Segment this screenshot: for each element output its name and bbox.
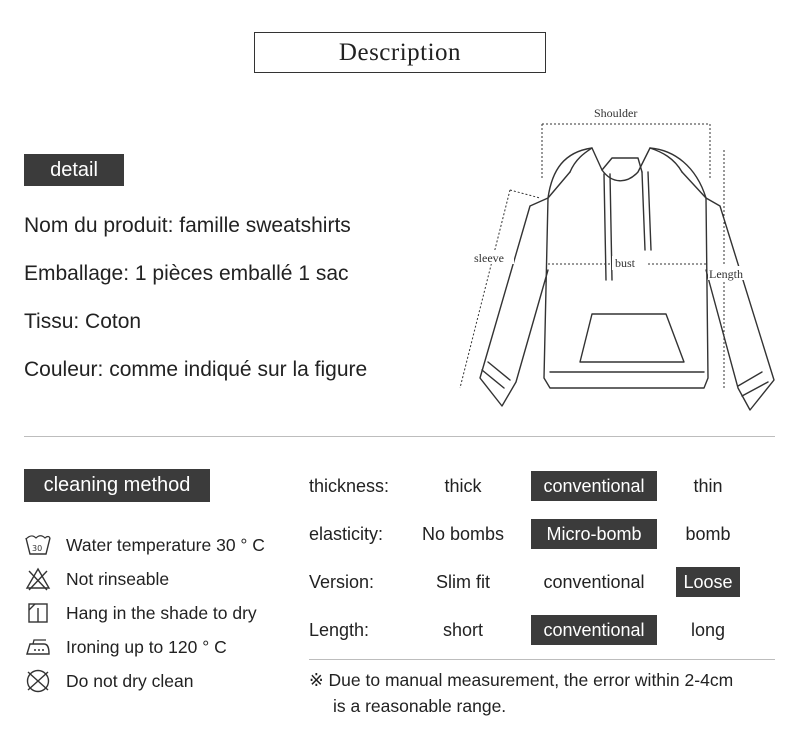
fabric-line: Tissu: Coton xyxy=(24,310,142,333)
detail-label: detail xyxy=(24,154,124,186)
care-item-dry-clean xyxy=(24,668,194,694)
page-title: Description xyxy=(254,32,546,73)
measurement-note-line1: ※ Due to manual measurement, the error within 2-4cm xyxy=(309,670,734,690)
spec-option-thin: thin xyxy=(693,475,723,496)
spec-label-length: Length: xyxy=(309,619,370,640)
cleaning-method-label: cleaning method xyxy=(24,469,210,502)
wash-30-icon xyxy=(24,532,52,558)
no-rinse-icon xyxy=(24,566,52,592)
bust-label: bust xyxy=(615,256,636,270)
measurement-note-line2: is a reasonable range. xyxy=(333,696,507,716)
spec-option-short: short xyxy=(442,619,484,640)
shade-dry-icon xyxy=(24,600,52,626)
length-label: Length xyxy=(709,267,743,281)
spec-option-no-bombs: No bombs xyxy=(421,523,505,544)
care-text-iron: Ironing up to 120 ° C xyxy=(66,636,227,657)
no-dry-clean-icon xyxy=(24,668,52,694)
spec-option-bomb: bomb xyxy=(685,523,731,544)
shoulder-label: Shoulder xyxy=(594,106,638,120)
packaging-line: Emballage: 1 pièces emballé 1 sac xyxy=(24,262,349,285)
note-divider xyxy=(309,659,775,660)
product-name-line: Nom du produit: famille sweatshirts xyxy=(24,214,351,237)
spec-option-long: long xyxy=(690,619,726,640)
spec-option-loose: Loose xyxy=(676,567,740,597)
care-item-wash xyxy=(24,532,265,558)
care-item-rinse xyxy=(24,566,170,592)
spec-option-slim-fit: Slim fit xyxy=(436,571,490,592)
spec-label-version: Version: xyxy=(309,571,375,592)
care-text-dry: Hang in the shade to dry xyxy=(66,602,257,623)
spec-label-elasticity: elasticity: xyxy=(309,523,384,544)
spec-option-conventional-version: conventional xyxy=(543,571,645,592)
color-line: Couleur: comme indiqué sur la figure xyxy=(24,358,368,381)
care-text-rinse: Not rinseable xyxy=(66,568,170,589)
spec-option-conventional-length: conventional xyxy=(531,615,657,645)
care-text-dry-clean: Do not dry clean xyxy=(66,670,194,691)
spec-label-thickness: thickness: xyxy=(309,475,390,496)
iron-icon xyxy=(24,634,52,660)
spec-option-micro-bomb: Micro-bomb xyxy=(531,519,657,549)
care-text-wash: Water temperature 30 ° C xyxy=(66,534,265,555)
hoodie-size-diagram xyxy=(452,100,782,415)
sleeve-label: sleeve xyxy=(474,251,504,265)
spec-option-conventional: conventional xyxy=(531,471,657,501)
spec-option-thick: thick xyxy=(444,475,482,496)
svg-text:30: 30 xyxy=(32,544,43,553)
care-item-dry xyxy=(24,600,257,626)
section-divider xyxy=(24,436,775,437)
care-item-iron xyxy=(24,634,227,660)
